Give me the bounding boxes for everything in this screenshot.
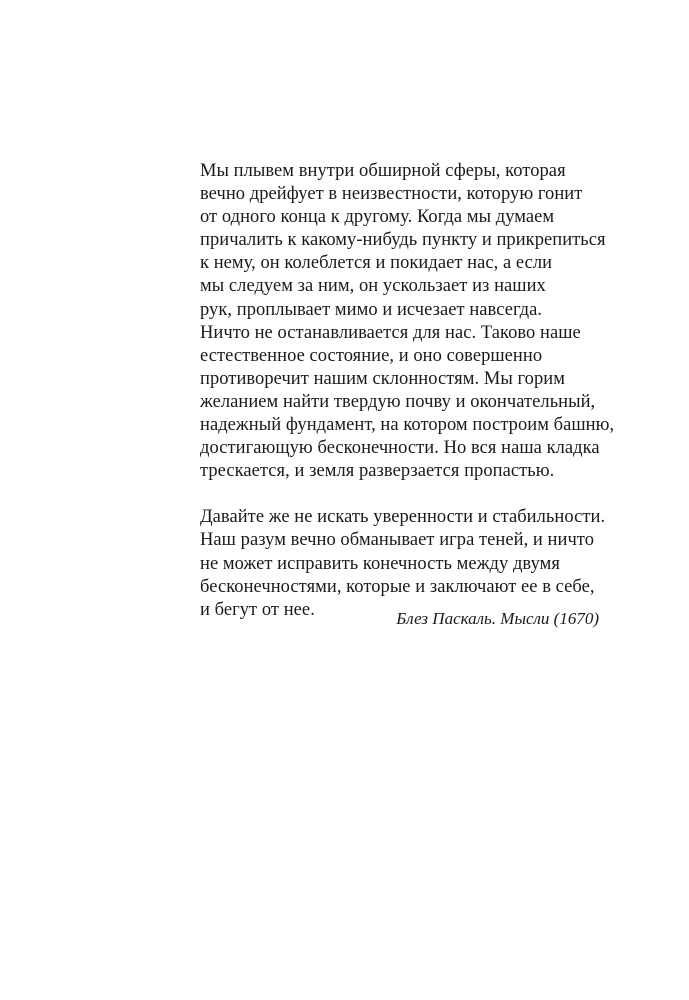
quote-line: Давайте же не искать уверенности и стабильности. — [200, 507, 606, 528]
quote-line: к нему, он колеблется и покидает нас, а если — [200, 253, 553, 274]
quote-block — [200, 160, 620, 628]
quote-line: противоречит нашим склонностям. Мы горим — [200, 368, 565, 389]
quote-line: от одного конца к другому. Когда мы думаем — [200, 207, 555, 228]
quote-line: трескается, и земля разверзается пропастью. — [200, 461, 555, 482]
quote-line: Наш разум вечно обманывает игра теней, и ничто — [200, 530, 594, 551]
quote-line: и бегут от нее. — [200, 599, 315, 620]
quote-attribution: Блез Паскаль. Мысли (1670) — [396, 609, 599, 628]
quote-paragraph-1 — [200, 160, 620, 483]
quote-line: мы следуем за ним, он ускользает из наших — [200, 276, 546, 297]
quote-line: рук, проплывает мимо и исчезает навсегда. — [200, 299, 543, 320]
quote-line: естественное состояние, и оно совершенно — [200, 345, 543, 366]
quote-paragraph-2 — [200, 506, 620, 621]
quote-line: Мы плывем внутри обширной сферы, которая — [200, 161, 566, 181]
quote-line: причалить к какому-нибудь пункту и прикрепиться — [200, 230, 606, 251]
quote-line: вечно дрейфует в неизвестности, которую гонит — [200, 184, 583, 205]
quote-line: достигающую бесконечности. Но вся наша кладка — [200, 438, 600, 459]
quote-line: Ничто не останавливается для нас. Таково наше — [200, 322, 581, 343]
quote-line: желанием найти твердую почву и окончательный, — [200, 391, 596, 412]
quote-line: бесконечностями, которые и заключают ее в себе, — [200, 576, 595, 597]
quote-line: надежный фундамент, на котором построим башню, — [200, 415, 615, 436]
quote-line: не может исправить конечность между двумя — [200, 553, 560, 574]
